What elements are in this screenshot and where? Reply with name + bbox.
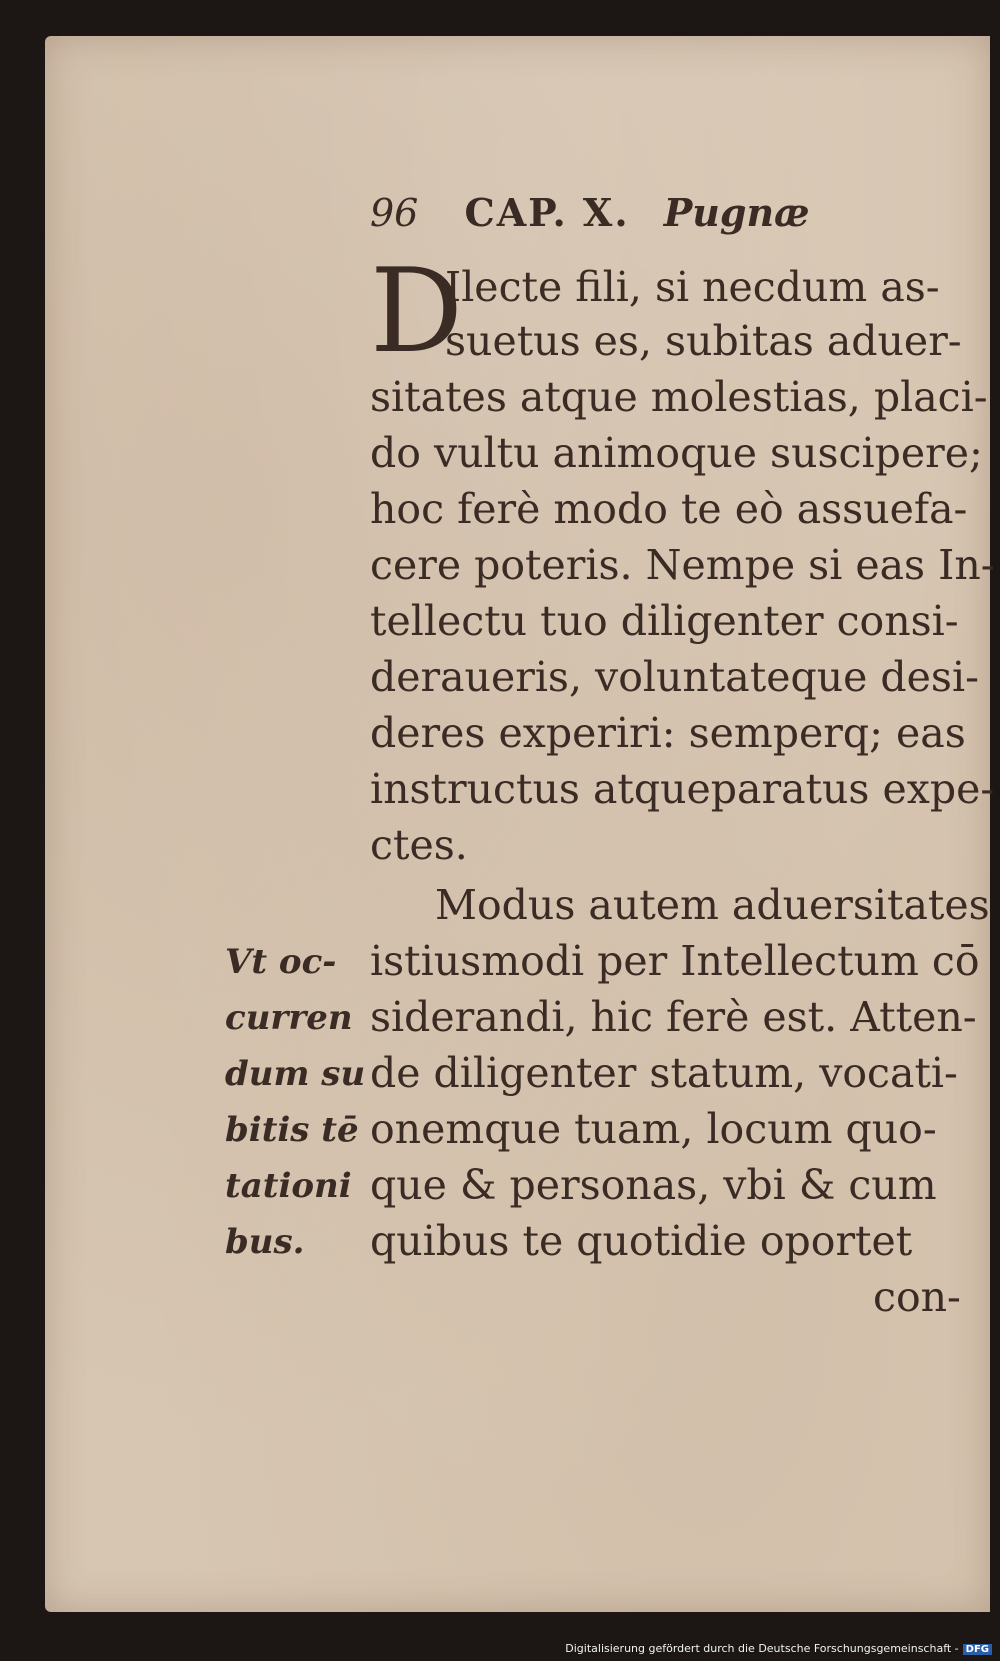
text-line: do vultu animoque suscipere;: [370, 429, 983, 477]
text-line: sitates atque molestias, placi-: [370, 373, 988, 421]
dfg-logo-icon: DFG: [963, 1644, 992, 1655]
margin-note-line: tationi: [225, 1166, 352, 1206]
credit-text: Digitalisierung gefördert durch die Deutsche Forschungsgemeinschaft -: [565, 1642, 959, 1655]
margin-note-line: bitis tē: [225, 1110, 359, 1150]
chapter-label: CAP. X.: [464, 190, 630, 235]
text-line: ctes.: [370, 821, 468, 869]
text-line: deres experiri: semperq; eas: [370, 709, 966, 757]
text-line: tellectu tuo diligenter consi-: [370, 597, 959, 645]
text-line: suetus es, subitas aduer-: [445, 317, 962, 365]
text-line: Ilecte fili, si necdum as-: [445, 263, 940, 311]
drop-capital: D: [370, 244, 464, 379]
margin-note-line: bus.: [225, 1222, 305, 1262]
digitization-credit: [565, 1642, 992, 1655]
text-line: Modus autem aduersitates: [435, 881, 990, 929]
margin-note-line: curren: [225, 998, 353, 1038]
text-line: de diligenter statum, vocati-: [370, 1049, 958, 1097]
page-number: 96: [370, 191, 419, 235]
text-line: hoc ferè modo te eò assuefa-: [370, 485, 968, 533]
text-line: siderandi, hic ferè est. Atten-: [370, 993, 977, 1041]
text-line: istiusmodi per Intellectum cō: [370, 937, 980, 985]
running-title: Pugnæ: [663, 190, 810, 235]
margin-note-line: Vt oc-: [225, 942, 337, 982]
text-line: que & personas, vbi & cum: [370, 1161, 937, 1209]
text-line: deraueris, voluntateque desi-: [370, 653, 979, 701]
margin-note-line: dum su: [225, 1054, 366, 1094]
catchword: con-: [873, 1273, 961, 1321]
text-line: instructus atqueparatus expe-: [370, 765, 995, 813]
text-line: onemque tuam, locum quo-: [370, 1105, 937, 1153]
page-header: [370, 190, 810, 235]
text-line: quibus te quotidie oportet: [370, 1217, 913, 1265]
text-line: cere poteris. Nempe si eas In-: [370, 541, 995, 589]
